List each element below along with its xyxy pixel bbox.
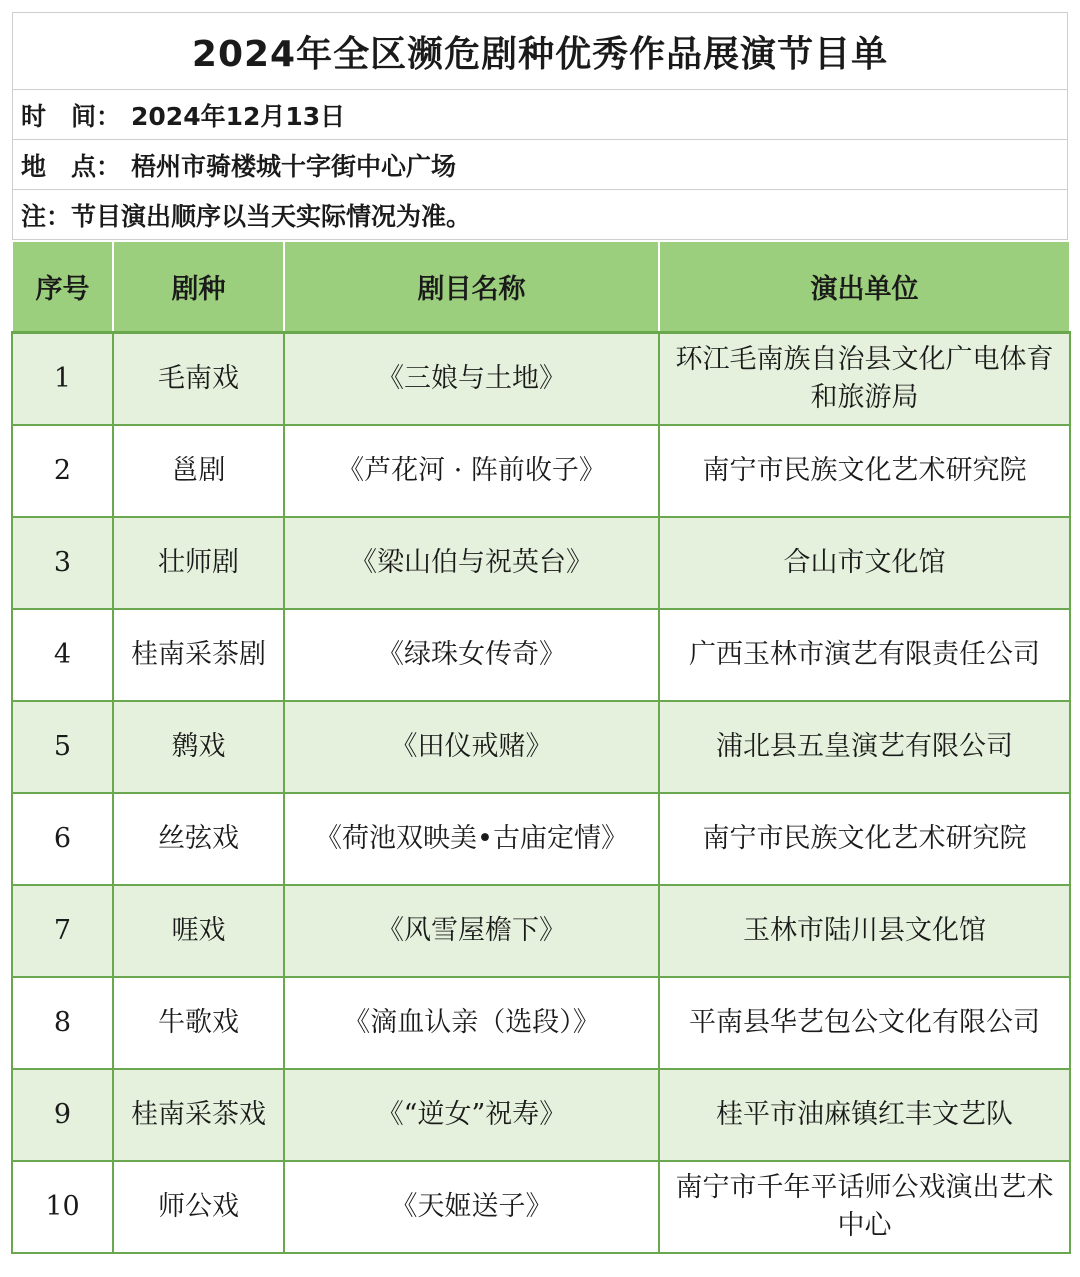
- cell-unit: 平南县华艺包公文化有限公司: [659, 977, 1070, 1069]
- cell-genre: 桂南采茶戏: [113, 1069, 284, 1161]
- table-row: [12, 701, 1070, 793]
- table-row: [12, 1069, 1070, 1161]
- header-unit: 演出单位: [659, 241, 1070, 333]
- cell-work: 《三娘与土地》: [284, 333, 659, 426]
- cell-genre: 毛南戏: [113, 333, 284, 426]
- cell-work: 《滴血认亲（选段）》: [284, 977, 659, 1069]
- time-value: 2024年12月13日: [131, 101, 346, 131]
- cell-unit: 合山市文化馆: [659, 517, 1070, 609]
- cell-work: 《荷池双映美•古庙定情》: [284, 793, 659, 885]
- cell-genre: 桂南采茶剧: [113, 609, 284, 701]
- header-genre: 剧种: [113, 241, 284, 333]
- cell-work: 《芦花河 · 阵前收子》: [284, 425, 659, 517]
- table-row: [12, 609, 1070, 701]
- time-row: [12, 90, 1068, 140]
- place-value: 梧州市骑楼城十字街中心广场: [131, 151, 457, 181]
- table-row: [12, 517, 1070, 609]
- cell-number: 9: [12, 1069, 113, 1161]
- program-sheet: [12, 12, 1068, 1254]
- note-text: 注：节目演出顺序以当天实际情况为准。: [21, 201, 472, 231]
- table-row: [12, 885, 1070, 977]
- cell-unit: 桂平市油麻镇红丰文艺队: [659, 1069, 1070, 1161]
- table-row: [12, 1161, 1070, 1253]
- header-work: 剧目名称: [284, 241, 659, 333]
- cell-number: 2: [12, 425, 113, 517]
- cell-unit: 浦北县五皇演艺有限公司: [659, 701, 1070, 793]
- time-label: 时 间：: [21, 101, 122, 131]
- cell-work: 《绿珠女传奇》: [284, 609, 659, 701]
- cell-work: 《梁山伯与祝英台》: [284, 517, 659, 609]
- cell-number: 5: [12, 701, 113, 793]
- cell-unit: 环江毛南族自治县文化广电体育和旅游局: [659, 333, 1070, 426]
- cell-work: 《田仪戒赌》: [284, 701, 659, 793]
- cell-number: 6: [12, 793, 113, 885]
- cell-number: 8: [12, 977, 113, 1069]
- cell-unit: 玉林市陆川县文化馆: [659, 885, 1070, 977]
- cell-unit: 南宁市民族文化艺术研究院: [659, 793, 1070, 885]
- cell-genre: 邕剧: [113, 425, 284, 517]
- cell-number: 3: [12, 517, 113, 609]
- cell-work: 《“逆女”祝寿》: [284, 1069, 659, 1161]
- header-number: 序号: [12, 241, 113, 333]
- table-header-row: [12, 241, 1070, 333]
- cell-work: 《风雪屋檐下》: [284, 885, 659, 977]
- place-row: [12, 140, 1068, 190]
- cell-genre: 壮师剧: [113, 517, 284, 609]
- page-title: 2024年全区濒危剧种优秀作品展演节目单: [12, 12, 1068, 90]
- cell-number: 1: [12, 333, 113, 426]
- cell-genre: 丝弦戏: [113, 793, 284, 885]
- cell-work: 《天姬送子》: [284, 1161, 659, 1253]
- program-table: [11, 240, 1071, 1254]
- note-row: [12, 190, 1068, 240]
- cell-number: 10: [12, 1161, 113, 1253]
- cell-genre: 牛歌戏: [113, 977, 284, 1069]
- table-row: [12, 977, 1070, 1069]
- place-label: 地 点：: [21, 151, 122, 181]
- table-row: [12, 425, 1070, 517]
- table-row: [12, 333, 1070, 426]
- cell-genre: 啀戏: [113, 885, 284, 977]
- cell-unit: 南宁市民族文化艺术研究院: [659, 425, 1070, 517]
- cell-unit: 南宁市千年平话师公戏演出艺术中心: [659, 1161, 1070, 1253]
- cell-unit: 广西玉林市演艺有限责任公司: [659, 609, 1070, 701]
- cell-genre: 师公戏: [113, 1161, 284, 1253]
- cell-genre: 鹩戏: [113, 701, 284, 793]
- cell-number: 4: [12, 609, 113, 701]
- cell-number: 7: [12, 885, 113, 977]
- table-row: [12, 793, 1070, 885]
